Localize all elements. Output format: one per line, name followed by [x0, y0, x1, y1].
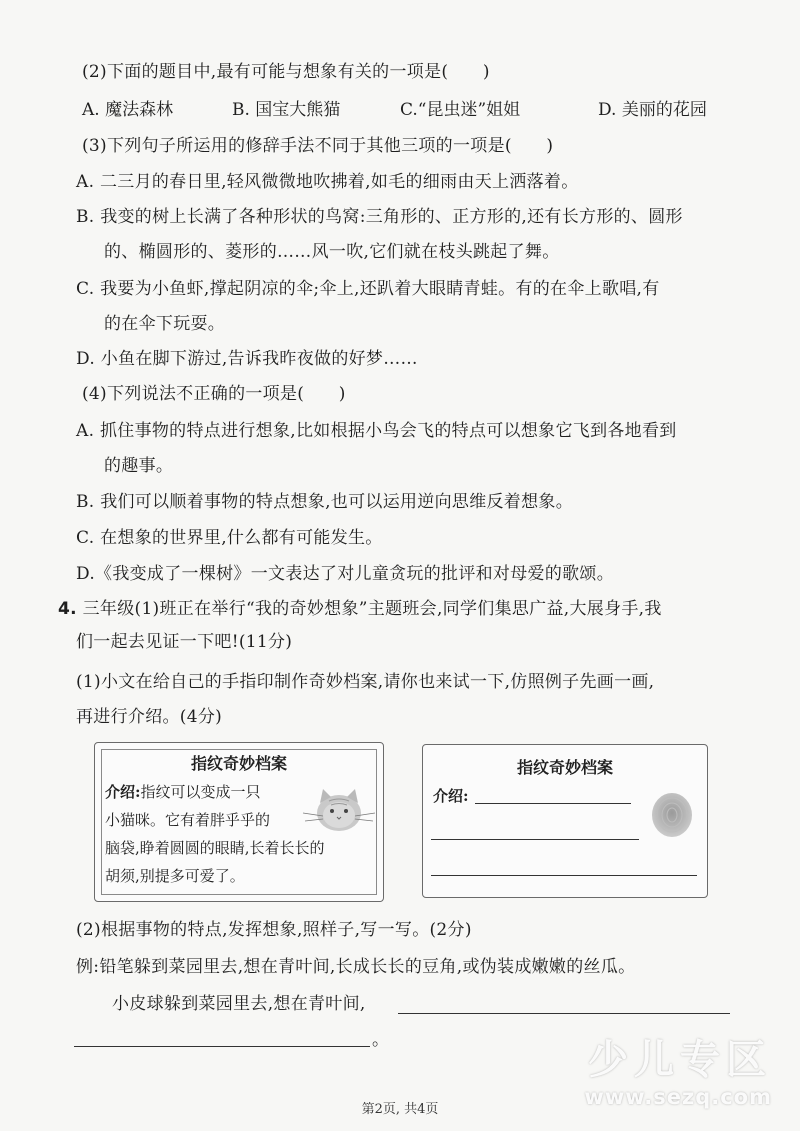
- card-intro-line1: [105, 779, 261, 805]
- q3-3-option-a: A. 二三月的春日里,轻风微微地吹拂着,如毛的细雨由天上洒落着。: [76, 172, 579, 192]
- q3-3-option-b-line1: B. 我变的树上长满了各种形状的鸟窝:三角形的、正方形的,还有长方形的、圆形: [76, 207, 683, 227]
- fingerprint-example-card: [94, 742, 384, 902]
- q3-2-option-d: D. 美丽的花园: [598, 100, 707, 120]
- answer-blank-2[interactable]: [431, 839, 639, 840]
- q3-2-option-c: C.“昆虫迷”姐姐: [400, 100, 521, 120]
- answer-line-2[interactable]: [74, 1046, 370, 1047]
- site-watermark: [584, 1028, 772, 1109]
- q4-stem-line1: [58, 597, 662, 621]
- answer-intro-label: 介绍:: [433, 787, 469, 805]
- fingerprint-icon: [649, 791, 695, 839]
- q4-number: 4.: [58, 599, 77, 619]
- intro-label: 介绍:: [105, 783, 141, 801]
- watermark-title: 少儿专区: [588, 1037, 772, 1083]
- q3-4-option-a-line2: 的趣事。: [104, 456, 174, 476]
- q3-3-option-c-line1: C. 我要为小鱼虾,撑起阴凉的伞;伞上,还趴着大眼睛青蛙。有的在伞上歌唱,有: [76, 279, 660, 299]
- q4-stem-line2: 们一起去见证一下吧!(11分): [76, 632, 293, 652]
- q3-4-option-d: D.《我变成了一棵树》一文表达了对儿童贪玩的批评和对母爱的歌颂。: [76, 564, 615, 584]
- q4-part1-line1: (1)小文在给自己的手指印制作奇妙档案,请你也来试一下,仿照例子先画一画,: [76, 672, 655, 692]
- q3-3-option-b-line2: 的、椭圆形的、菱形的……风一吹,它们就在枝头跳起了舞。: [104, 242, 560, 262]
- q4-stem-text: 三年级(1)班正在举行“我的奇妙想象”主题班会,同学们集思广益,大展身手,我: [82, 599, 662, 619]
- q3-4-option-b: B. 我们可以顺着事物的特点想象,也可以运用逆向思维反着想象。: [76, 492, 574, 512]
- card-intro-line3: 脑袋,睁着圆圆的眼睛,长着长长的: [105, 839, 325, 857]
- q3-2-stem: (2)下面的题目中,最有可能与想象有关的一项是( ): [82, 62, 490, 82]
- card-title: 指纹奇妙档案: [516, 758, 613, 777]
- q4-part2-example: 例:铅笔躲到菜园里去,想在青叶间,长成长长的豆角,或伪装成嫩嫩的丝瓜。: [76, 957, 636, 977]
- q3-3-stem: (3)下列句子所运用的修辞手法不同于其他三项的一项是( ): [82, 136, 554, 156]
- answer-line-1[interactable]: [398, 1013, 730, 1014]
- card-intro-line2: 小猫咪。它有着胖乎乎的: [105, 811, 271, 829]
- q3-2-option-a: A. 魔法森林: [82, 100, 174, 120]
- q4-part1-line2: 再进行介绍。(4分): [76, 707, 223, 727]
- watermark-url: www.sezq.com: [584, 1085, 772, 1109]
- q4-part2-prompt: 小皮球躲到菜园里去,想在青叶间,: [112, 994, 366, 1014]
- card-title: 指纹奇妙档案: [190, 754, 287, 773]
- fingerprint-answer-card: [422, 744, 708, 898]
- answer-blank-3[interactable]: [431, 875, 697, 876]
- q4-part2-stem: (2)根据事物的特点,发挥想象,照样子,写一写。(2分): [76, 920, 472, 940]
- cat-fingerprint-icon: [301, 785, 377, 837]
- q3-4-option-c: C. 在想象的世界里,什么都有可能发生。: [76, 528, 383, 548]
- q3-4-option-a-line1: A. 抓住事物的特点进行想象,比如根据小鸟会飞的特点可以想象它飞到各地看到: [76, 421, 677, 441]
- q3-3-option-d: D. 小鱼在脚下游过,告诉我昨夜做的好梦……: [76, 349, 418, 369]
- q3-2-option-b: B. 国宝大熊猫: [232, 100, 341, 120]
- q3-3-option-c-line2: 的在伞下玩耍。: [104, 314, 226, 334]
- card-intro-line4: 胡须,别提多可爱了。: [105, 867, 245, 885]
- page-footer: 第2页, 共4页: [361, 1102, 439, 1117]
- q3-4-stem: (4)下列说法不正确的一项是( ): [82, 384, 346, 404]
- answer-blank-1[interactable]: [475, 803, 631, 804]
- intro-text: 指纹可以变成一只: [140, 783, 261, 801]
- answer-end-mark: 。: [372, 1030, 390, 1050]
